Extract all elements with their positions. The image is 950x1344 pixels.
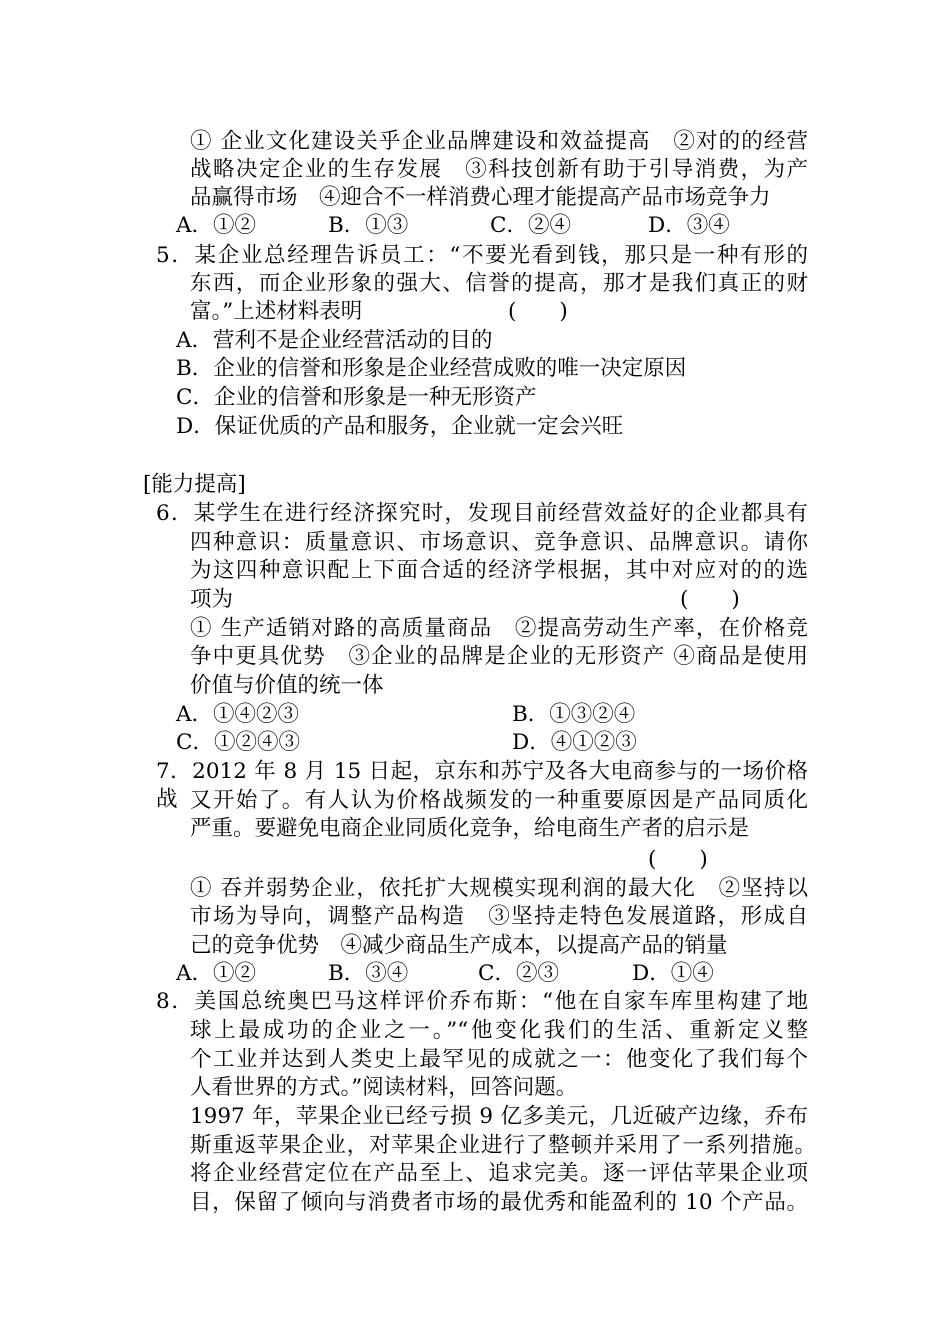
q8-material-line-4: 目，保留了倾向与消费者市场的最优秀和能盈利的 10 个产品。 bbox=[190, 1190, 808, 1215]
q4-statement-line-3: 品赢得市场 ④迎合不一样消费心理才能提高产品市场竞争力 bbox=[190, 185, 771, 210]
q5-stem-line-1: 5．某企业总经理告诉员工：“不要光看到钱，那只是一种有形的 bbox=[156, 243, 808, 268]
q5-option-c: C．企业的信誉和形象是一种无形资产 bbox=[176, 385, 537, 410]
q4-statement-line-2: 战略决定企业的生存发展 ③科技创新有助于引导消费，为产 bbox=[190, 157, 808, 182]
q7-option-b: B．③④ bbox=[328, 961, 409, 986]
q7-option-d: D．①④ bbox=[632, 961, 714, 986]
q6-option-b: B．①③②④ bbox=[512, 702, 636, 727]
q4-option-a: A．①② bbox=[176, 213, 257, 238]
q5-option-a: A．营利不是企业经营活动的目的 bbox=[176, 328, 493, 353]
q4-option-b: B．①③ bbox=[328, 213, 409, 238]
q8-stem-line-4: 人看世界的方式。”阅读材料，回答问题。 bbox=[190, 1075, 578, 1100]
q6-stem-line-1: 6．某学生在进行经济探究时，发现目前经营效益好的企业都具有 bbox=[156, 501, 808, 526]
q7-stem-line-3: 严重。要避免电商企业同质化竞争，给电商生产者的启示是 bbox=[190, 816, 750, 841]
q5-stem-line-2: 东西，而企业形象的强大、信誉的提高，那才是我们真正的财 bbox=[190, 271, 808, 296]
q7-statement-line-2: 市场为导向，调整产品构造 ③坚持走特色发展道路，形成自 bbox=[190, 904, 808, 929]
q6-stem-line-4: 项为 bbox=[190, 587, 234, 612]
q6-statement-line-3: 价值与价值的统一体 bbox=[190, 673, 384, 698]
q7-option-a: A．①② bbox=[176, 961, 257, 986]
q4-option-d: D．③④ bbox=[648, 213, 730, 238]
q6-statement-line-2: 争中更具优势 ③企业的品牌是企业的无形资产 ④商品是使用 bbox=[190, 644, 808, 669]
q4-option-c: C．②④ bbox=[490, 213, 571, 238]
q5-option-b: B．企业的信誉和形象是企业经营成败的唯一决定原因 bbox=[176, 356, 687, 381]
q6-option-d: D．④①②③ bbox=[512, 730, 637, 755]
q7-statement-line-3: 己的竞争优势 ④减少商品生产成本，以提高产品的销量 bbox=[190, 933, 728, 958]
q7-option-c: C．②③ bbox=[478, 961, 559, 986]
q6-option-a: A．①④②③ bbox=[176, 702, 300, 727]
q6-statement-line-1: ① 生产适销对路的高质量商品 ②提高劳动生产率，在价格竞 bbox=[190, 616, 808, 641]
q8-material-line-1: 1997 年，苹果企业已经亏损 9 亿多美元，几近破产边缘，乔布 bbox=[190, 1104, 808, 1129]
q8-stem-line-3: 个工业并达到人类史上最罕见的成就之一：他变化了我们每个 bbox=[190, 1047, 808, 1072]
section-heading: [能力提高] bbox=[143, 472, 246, 497]
q8-stem-line-2: 球上最成功的企业之一。”“他变化我们的生活、重新定义整 bbox=[190, 1018, 808, 1043]
q7-statement-line-1: ① 吞并弱势企业，依托扩大规模实现利润的最大化 ②坚持以 bbox=[190, 876, 808, 901]
q7-answer-blank: ( ) bbox=[648, 847, 708, 872]
q6-stem-line-3: 为这四种意识配上下面合适的经济学根据，其中对应对的的选 bbox=[190, 558, 808, 583]
q5-option-d: D．保证优质的产品和服务，企业就一定会兴旺 bbox=[176, 414, 624, 439]
q4-statement-line-1: ① 企业文化建设关乎企业品牌建设和效益提高 ②对的的经营 bbox=[190, 129, 808, 154]
q5-answer-blank: ( ) bbox=[508, 299, 568, 324]
q6-stem-line-2: 四种意识：质量意识、市场意识、竞争意识、品牌意识。请你 bbox=[190, 530, 808, 555]
q8-material-line-2: 斯重返苹果企业，对苹果企业进行了整顿并采用了一系列措施。 bbox=[190, 1133, 816, 1158]
q8-material-line-3: 将企业经营定位在产品至上、追求完美。逐一评估苹果企业项 bbox=[190, 1161, 808, 1186]
q6-option-c: C．①②④③ bbox=[176, 730, 300, 755]
q8-stem-line-1: 8．美国总统奥巴马这样评价乔布斯：“他在自家车库里构建了地 bbox=[156, 989, 808, 1014]
q7-stem-line-1: 7．2012 年 8 月 15 日起，京东和苏宁及各大电商参与的一场价格战 bbox=[156, 759, 808, 812]
q7-stem-line-2: 又开始了。有人认为价格战频发的一种重要原因是产品同质化 bbox=[190, 788, 808, 813]
q5-stem-line-3: 富。”上述材料表明 bbox=[190, 299, 363, 324]
q6-answer-blank: ( ) bbox=[680, 587, 740, 612]
